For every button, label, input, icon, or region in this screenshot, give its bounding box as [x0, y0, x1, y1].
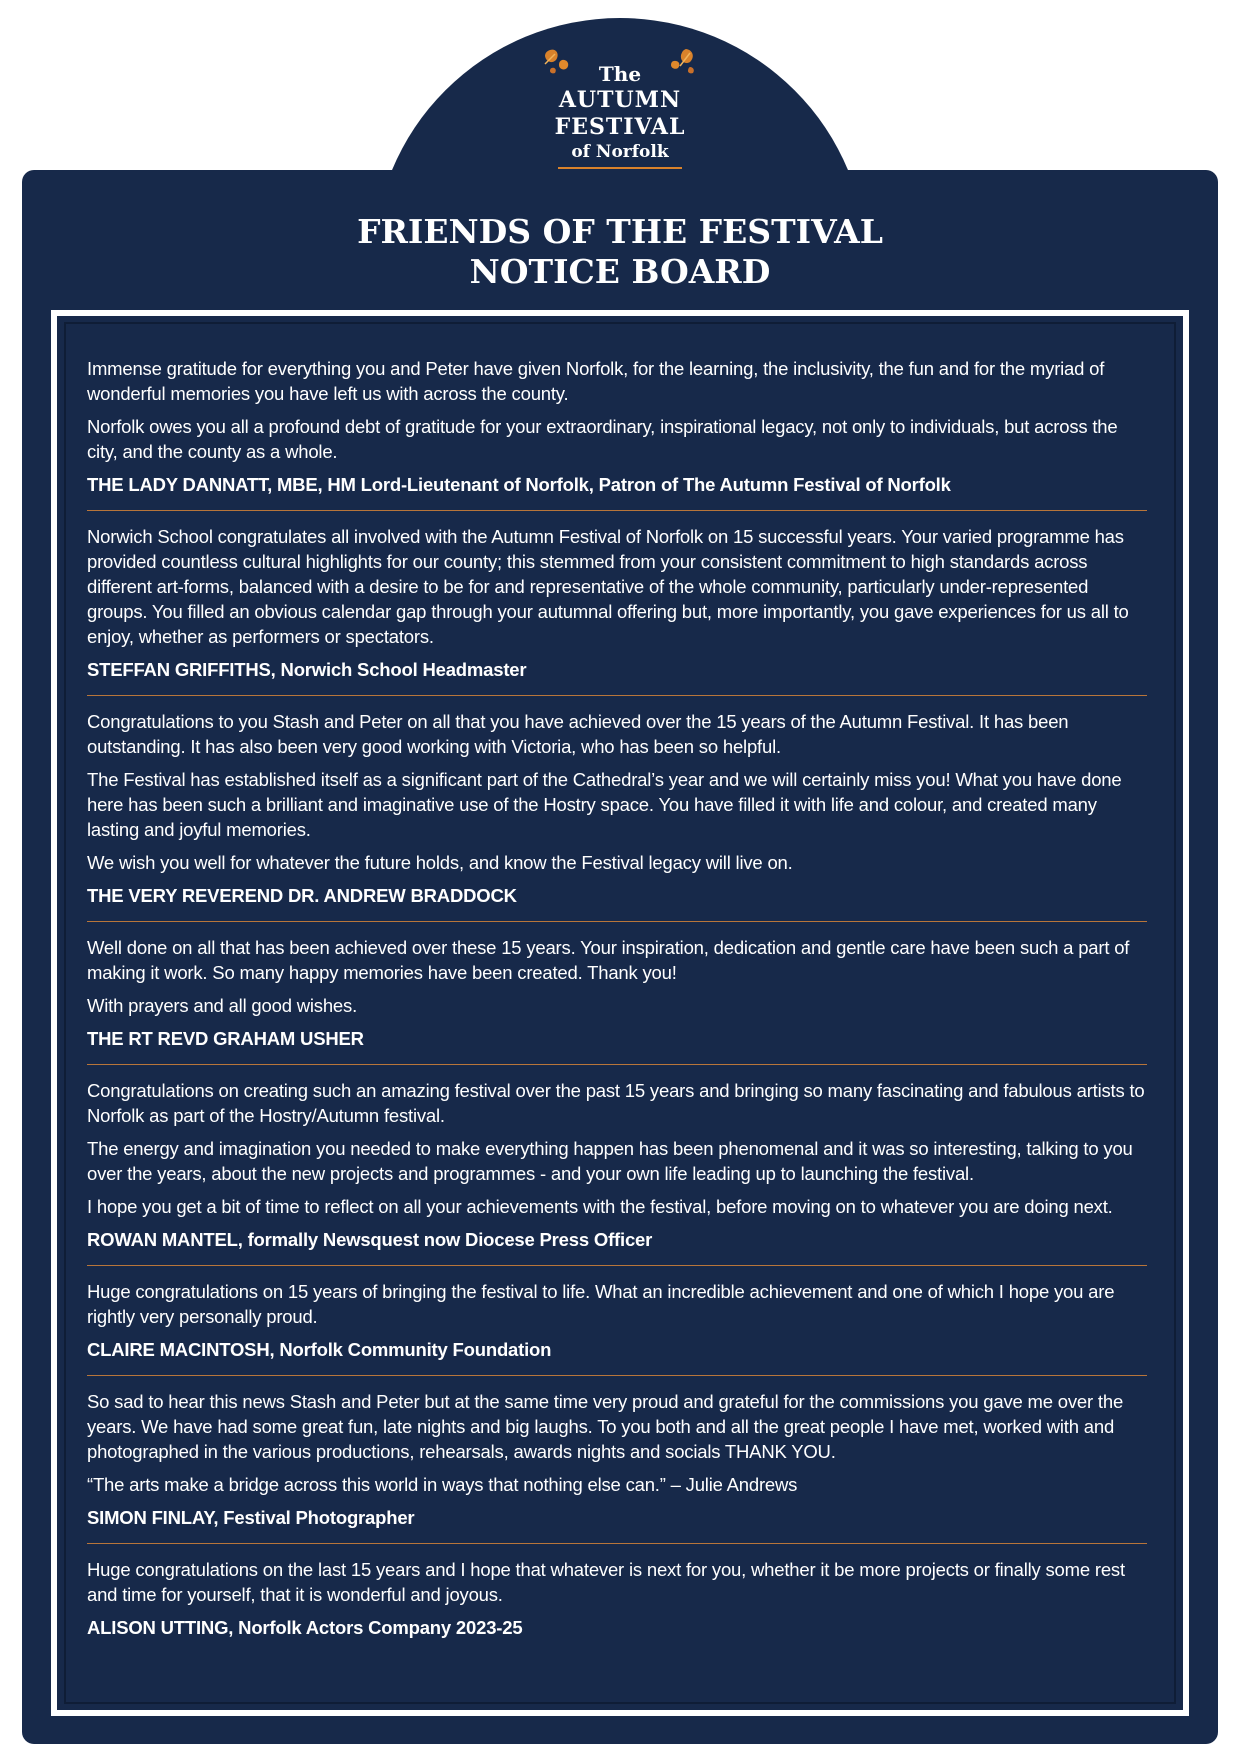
message-item — [87, 1389, 1147, 1544]
message-signature: ROWAN MANTEL, formally Newsquest now Diocese Press Officer — [87, 1229, 653, 1250]
leaf-icon — [540, 46, 574, 76]
message-signature: CLAIRE MACINTOSH, Norfolk Community Foundation — [87, 1339, 552, 1360]
message-signature: SIMON FINLAY, Festival Photographer — [87, 1507, 415, 1528]
logo-of-norfolk: of Norfolk — [571, 142, 669, 162]
message-item — [87, 1557, 1147, 1653]
message-text: “The arts make a bridge across this world in ways that nothing else can.” – Julie Andrews — [87, 1474, 798, 1495]
message-item — [87, 524, 1147, 696]
message-text: With prayers and all good wishes. — [87, 995, 358, 1016]
message-text: Immense gratitude for everything you and Peter have given Norfolk, for the learning, the inclusivity, the fun and for the myriad of wonderful memories you have left us with across the county. — [87, 358, 1105, 404]
message-signature: STEFFAN GRIFFITHS, Norwich School Headmaster — [87, 659, 527, 680]
message-signature: THE VERY REVEREND DR. ANDREW BRADDOCK — [87, 885, 517, 906]
page-title — [22, 212, 1218, 292]
message-signature: THE LADY DANNATT, MBE, HM Lord-Lieutenant of Norfolk, Patron of The Autumn Festival of Norfolk — [87, 474, 951, 495]
message-text: I hope you get a bit of time to reflect on all your achievements with the festival, before moving on to whatever you are doing next. — [87, 1196, 1113, 1217]
message-text: Well done on all that has been achieved over these 15 years. Your inspiration, dedication and gentle care have been such a part of making it work. So many happy memories have been created. Thank you! — [87, 937, 1130, 983]
title-line-2: NOTICE BOARD — [469, 252, 771, 291]
message-text: The energy and imagination you needed to make everything happen has been phenomenal and it was so interesting, talking to you over the years, about the new projects and programmes - and your own life leading up to launching the festival. — [87, 1138, 1133, 1184]
leaf-icon — [666, 46, 700, 76]
message-signature: THE RT REVD GRAHAM USHER — [87, 1028, 364, 1049]
message-item — [87, 1078, 1147, 1266]
logo-autumn: AUTUMN — [558, 87, 682, 113]
message-text: Norfolk owes you all a profound debt of gratitude for your extraordinary, inspirational legacy, not only to individuals, but across the city, and the county as a whole. — [87, 416, 1118, 462]
messages-list — [87, 356, 1147, 1666]
message-text: Huge congratulations on 15 years of bringing the festival to life. What an incredible achievement and one of which I hope you are rightly very personally proud. — [87, 1281, 1115, 1327]
message-item — [87, 1279, 1147, 1376]
message-text: Norwich School congratulates all involved with the Autumn Festival of Norfolk on 15 successful years. Your varied programme has provided countless cultural highlights for our county; this stemmed from your consistent commitment to high standards across different art-forms, balanced with a desire to be for and representative of the whole community, particularly under-represented groups. You filled an obvious calendar gap through your autumnal offering but, more importantly, you gave experiences for us all to enjoy, whether as performers or spectators. — [87, 526, 1129, 647]
logo-festival: FESTIVAL — [554, 114, 686, 140]
message-text: So sad to hear this news Stash and Peter but at the same time very proud and grateful for the commissions you gave me over the years. We have had some great fun, late nights and big laughs. To you both and all the great people I have met, worked with and photographed in the various productions, rehearsals, awards nights and socials THANK YOU. — [87, 1391, 1124, 1462]
message-signature: ALISON UTTING, Norfolk Actors Company 2023-25 — [87, 1617, 523, 1638]
message-text: The Festival has established itself as a significant part of the Cathedral’s year and we will certainly miss you! What you have done here has been such a brilliant and imaginative use of the Hostry space. You have filled it with life and colour, and created many lasting and joyful memories. — [87, 769, 1122, 840]
logo-the: The — [598, 62, 642, 86]
message-item — [87, 935, 1147, 1065]
message-text: We wish you well for whatever the future holds, and know the Festival legacy will live on. — [87, 852, 793, 873]
message-text: Huge congratulations on the last 15 years and I hope that whatever is next for you, whether it be more projects or finally some rest and time for yourself, that it is wonderful and joyous. — [87, 1559, 1125, 1605]
message-text: Congratulations to you Stash and Peter on all that you have achieved over the 15 years of the Autumn Festival. It has been outstanding. It has also been very good working with Victoria, who has been so helpful. — [87, 711, 1069, 757]
logo-underline — [558, 167, 682, 169]
title-line-1: FRIENDS OF THE FESTIVAL — [357, 212, 883, 251]
message-item — [87, 709, 1147, 922]
message-item — [87, 356, 1147, 511]
festival-logo — [520, 40, 720, 190]
message-text: Congratulations on creating such an amazing festival over the past 15 years and bringing so many fascinating and fabulous artists to Norfolk as part of the Hostry/Autumn festival. — [87, 1080, 1145, 1126]
